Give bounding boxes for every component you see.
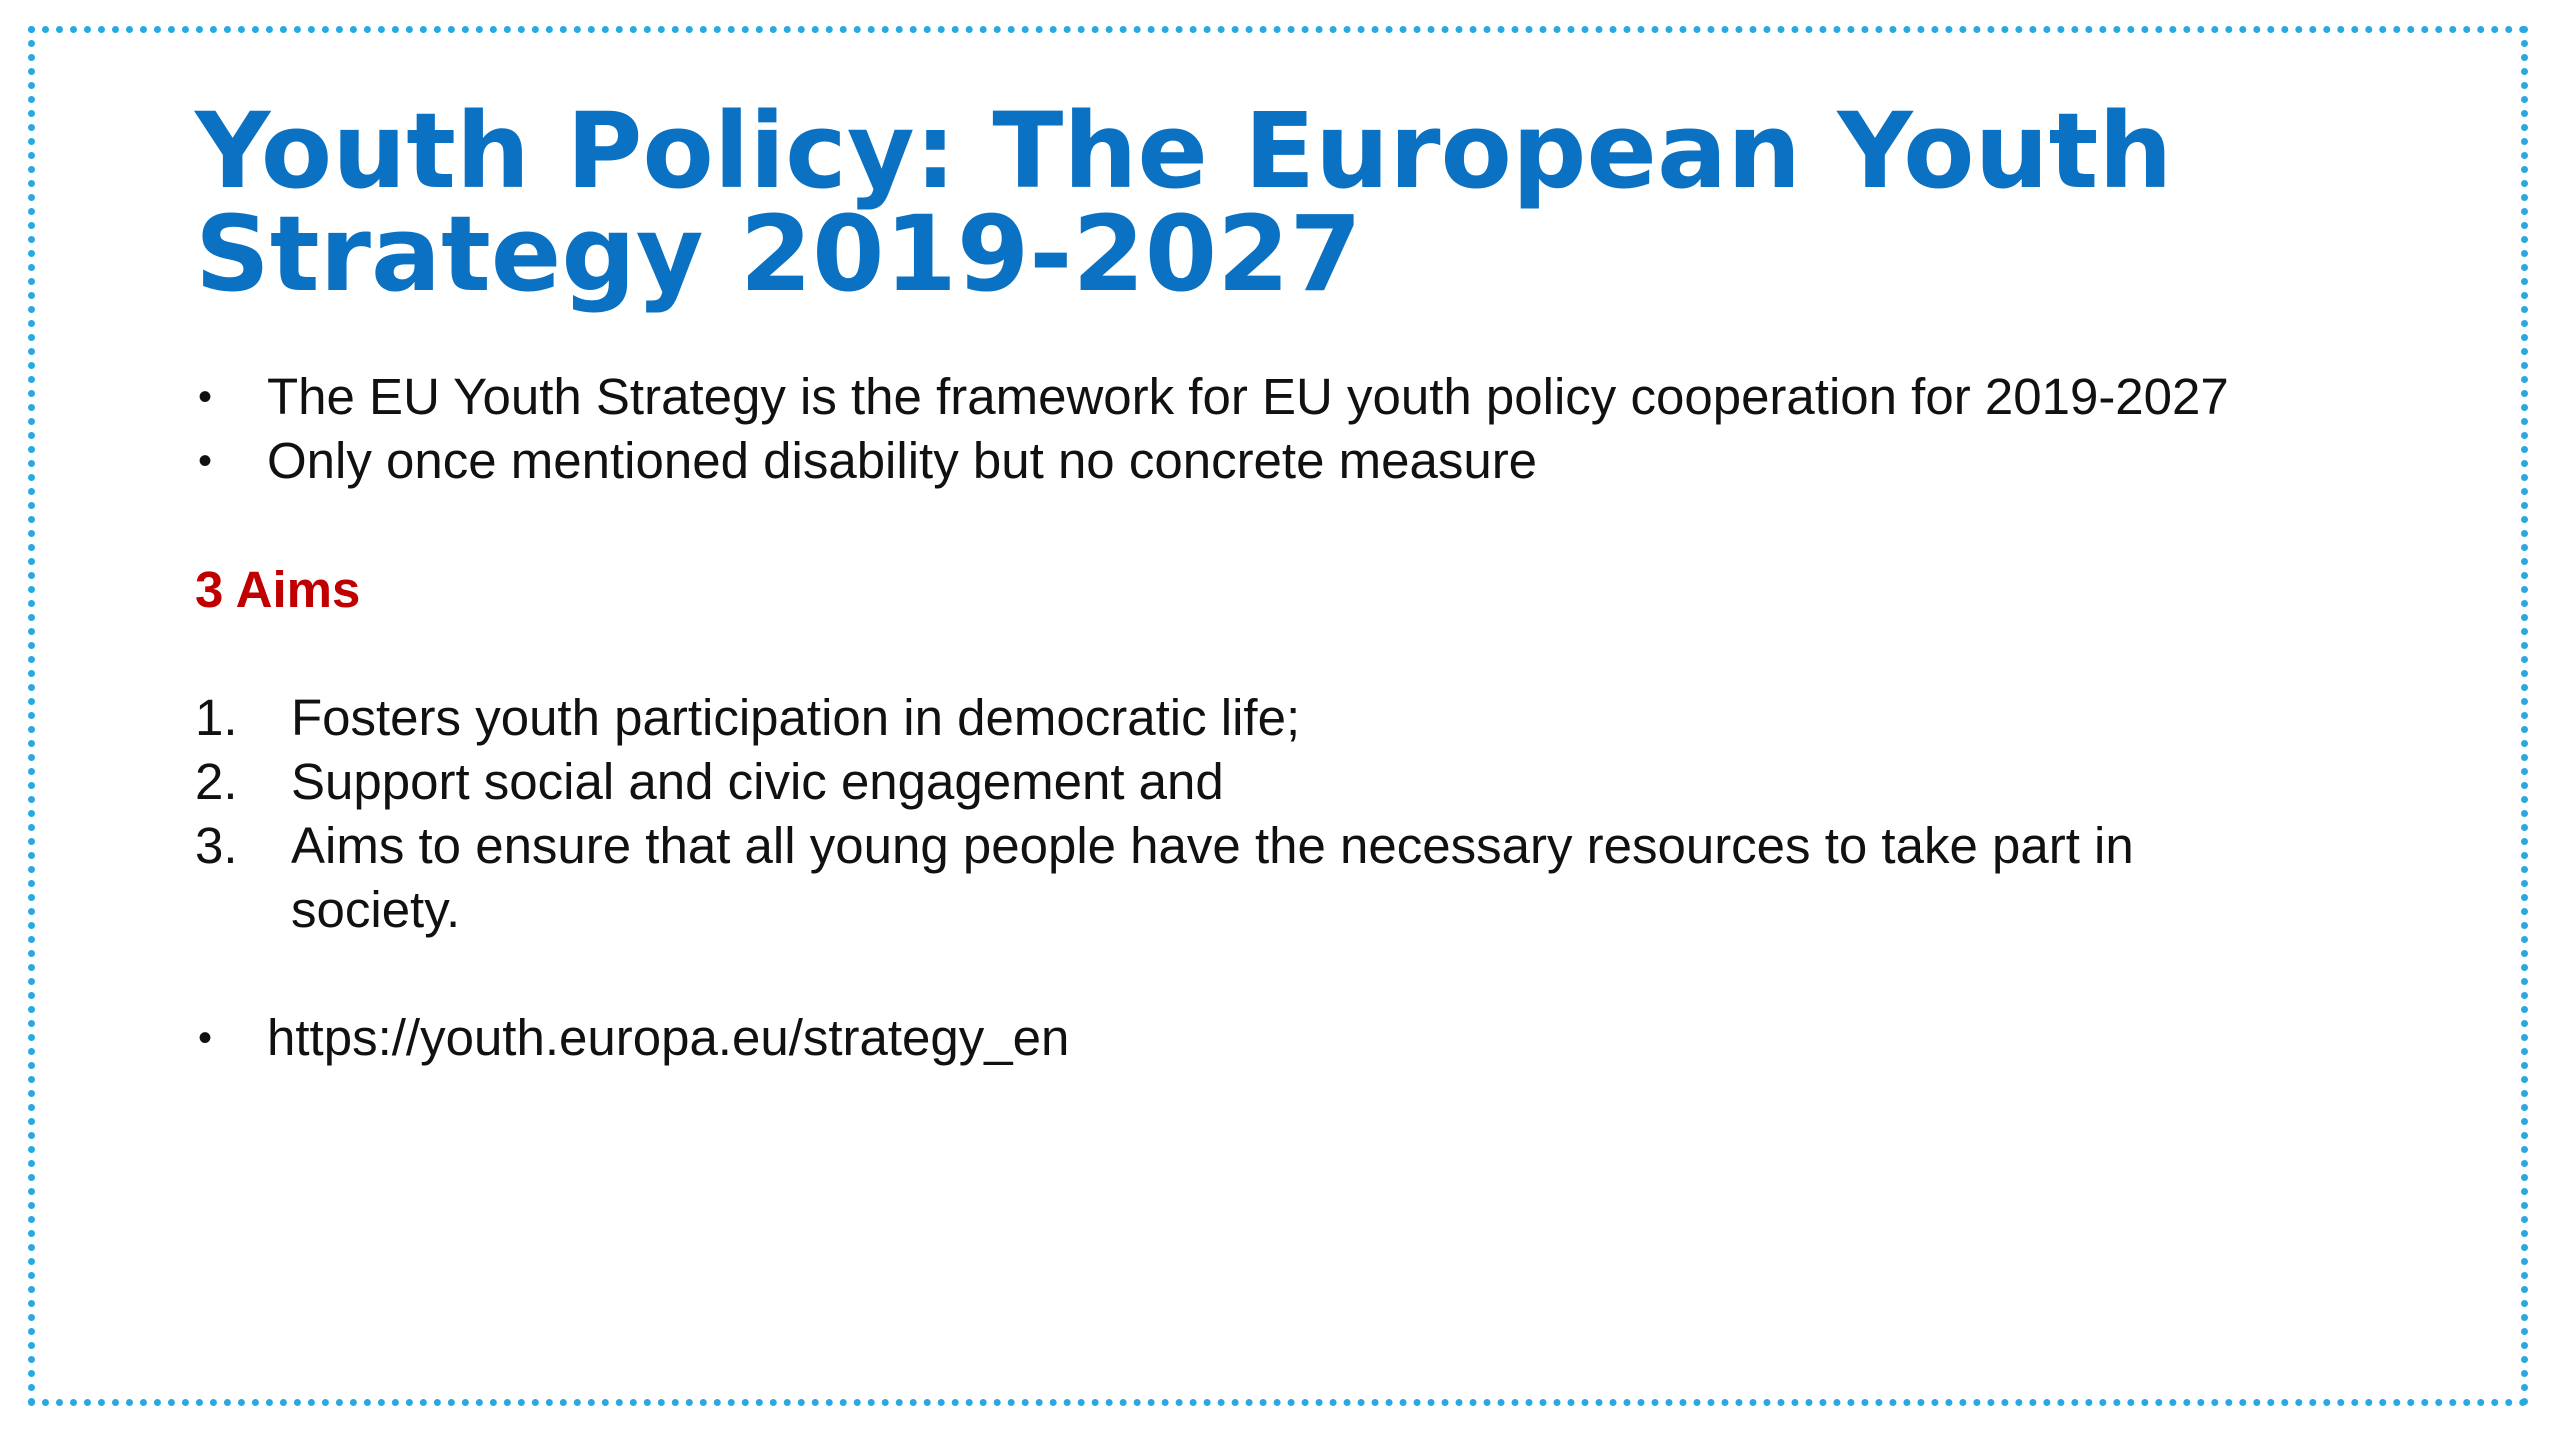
aim-item xyxy=(195,686,2295,750)
slide-title-line-1: Youth Policy: The European Youth xyxy=(195,90,2173,212)
aim-text: Fosters youth participation in democratic life; xyxy=(291,689,1301,746)
aim-number: 3. xyxy=(195,817,238,874)
intro-bullet-text: Only once mentioned disability but no concrete measure xyxy=(267,432,1538,489)
strategy-link[interactable]: https://youth.europa.eu/strategy_en xyxy=(267,1009,1070,1066)
aims-list xyxy=(195,686,2295,942)
aim-text: Aims to ensure that all young people have the necessary resources to take part in society. xyxy=(291,817,2134,938)
aims-heading: 3 Aims xyxy=(195,561,361,618)
aim-item xyxy=(195,750,2295,814)
aim-item xyxy=(195,814,2295,942)
slide-title-line-2: Strategy 2019-2027 xyxy=(195,193,1362,315)
bullet-icon: • xyxy=(197,439,212,483)
bullet-icon: • xyxy=(197,375,212,419)
aim-number: 2. xyxy=(195,753,238,810)
slide-title xyxy=(195,90,2445,315)
aim-number: 1. xyxy=(195,689,238,746)
bullet-icon: • xyxy=(197,1016,212,1060)
aim-text: Support social and civic engagement and xyxy=(291,753,1224,810)
intro-bullet-text: The EU Youth Strategy is the framework for EU youth policy cooperation for 2019-2027 xyxy=(267,368,2229,425)
